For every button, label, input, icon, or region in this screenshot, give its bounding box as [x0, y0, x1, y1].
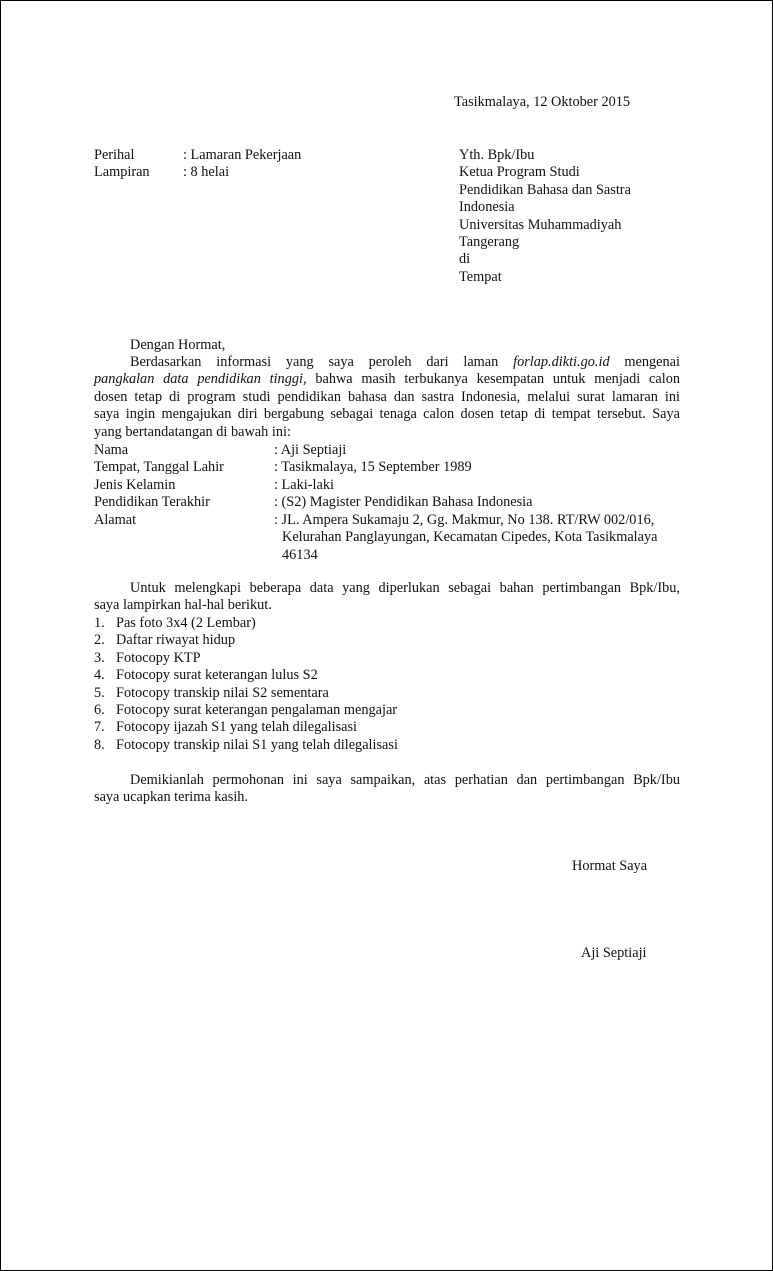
intro-line	[94, 371, 680, 388]
attachments-intro-line: Untuk melengkapi beberapa data yang diperlukan sebagai bahan pertimbangan Bpk/Ibu,	[130, 580, 680, 596]
signer-name: Aji Septiaji	[581, 945, 647, 961]
ttl-label: Tempat, Tanggal Lahir	[94, 459, 224, 475]
attachments-intro-line: saya lampirkan hal-hal berikut.	[94, 597, 272, 614]
attachments-intro	[94, 580, 680, 615]
recipient-line: Yth. Bpk/Ibu	[459, 147, 535, 163]
list-item	[94, 702, 398, 719]
greeting: Dengan Hormat,	[130, 337, 226, 353]
list-text: Fotocopy surat keterangan lulus S2	[116, 667, 318, 684]
intro-line: saya ingin mengajukan diri bergabung sebagai tenaga calon dosen tetap di tempat tersebut. Saya	[94, 406, 680, 423]
list-number: 5.	[94, 684, 105, 701]
intro-text: mengenai	[609, 354, 680, 370]
place-date: Tasikmalaya, 12 Oktober 2015	[454, 94, 631, 110]
jenis-kelamin-label: Jenis Kelamin	[94, 477, 176, 493]
list-number: 3.	[94, 649, 105, 666]
recipient-line: Pendidikan Bahasa dan Sastra	[459, 181, 631, 198]
list-text: Pas foto 3x4 (2 Lembar)	[116, 615, 256, 631]
recipient-line: Ketua Program Studi	[459, 164, 580, 181]
list-text: Fotocopy surat keterangan pengalaman mengajar	[116, 701, 398, 718]
ttl-value: : Tasikmalaya, 15 September 1989	[274, 459, 472, 475]
alamat-value-continued: Kelurahan Panglayungan, Kecamatan Cipedes, Kota Tasikmalaya	[282, 529, 658, 545]
intro-line: dosen tetap di program studi pendidikan bahasa dan sastra Indonesia, melalui surat lamaran ini	[94, 388, 680, 405]
recipient-line: Indonesia	[459, 199, 515, 216]
alamat-value: : JL. Ampera Sukamaju 2, Gg. Makmur, No 138. RT/RW 002/016,	[274, 512, 655, 528]
nama-label: Nama	[94, 442, 129, 458]
recipient-line: Tempat	[459, 268, 502, 285]
list-number: 1.	[94, 615, 105, 631]
intro-paragraph	[94, 354, 680, 441]
attachment-list	[94, 615, 398, 754]
alamat-postal-code: 46134	[282, 547, 318, 563]
perihal-value: : Lamaran Pekerjaan	[183, 147, 302, 163]
list-text: Fotocopy ijazah S1 yang telah dilegalisasi	[116, 719, 358, 736]
list-item	[94, 650, 398, 667]
recipient-line: Tangerang	[459, 234, 520, 251]
list-item	[94, 632, 398, 649]
list-item	[94, 719, 398, 736]
nama-value: : Aji Septiaji	[274, 442, 347, 458]
list-number: 8.	[94, 736, 105, 753]
list-number: 6.	[94, 701, 105, 718]
regards-text: Hormat Saya	[572, 858, 648, 874]
perihal-label: Perihal	[94, 147, 135, 163]
recipient-line: di	[459, 251, 471, 268]
list-text: Daftar riwayat hidup	[116, 632, 236, 649]
alamat-label: Alamat	[94, 512, 137, 528]
italic-phrase: pangkalan data pendidikan tinggi,	[94, 371, 307, 388]
list-item	[94, 685, 398, 702]
list-item	[94, 667, 398, 684]
jenis-kelamin-value: : Laki-laki	[274, 477, 334, 493]
lampiran-label: Lampiran	[94, 164, 150, 180]
recipient-line: Universitas Muhammadiyah	[459, 216, 622, 233]
list-text: Fotocopy transkip nilai S1 yang telah dilegalisasi	[116, 736, 398, 753]
pendidikan-label: Pendidikan Terakhir	[94, 494, 210, 510]
intro-line	[94, 354, 680, 371]
list-item	[94, 737, 398, 754]
intro-text: Berdasarkan informasi yang saya peroleh dari laman	[130, 354, 514, 370]
closing-line: Demikianlah permohonan ini saya sampaikan, atas perhatian dan pertimbangan Bpk/Ibu	[130, 772, 680, 788]
list-number: 7.	[94, 719, 105, 736]
website-reference: forlap.dikti.go.id	[513, 354, 610, 370]
list-text: Fotocopy KTP	[116, 649, 201, 666]
list-number: 2.	[94, 632, 105, 649]
list-number: 4.	[94, 667, 105, 684]
lampiran-value: : 8 helai	[183, 164, 230, 180]
recipient-block	[459, 147, 709, 286]
intro-text: bahwa masih terbukanya kesempatan untuk menjadi calon	[306, 371, 680, 388]
closing-line: saya ucapkan terima kasih.	[94, 789, 249, 806]
list-text: Fotocopy transkip nilai S2 sementara	[116, 684, 329, 701]
list-item	[94, 615, 398, 632]
intro-line: yang bertandatangan di bawah ini:	[94, 423, 291, 440]
pendidikan-value: : (S2) Magister Pendidikan Bahasa Indonesia	[274, 494, 533, 510]
closing-paragraph	[94, 772, 680, 807]
